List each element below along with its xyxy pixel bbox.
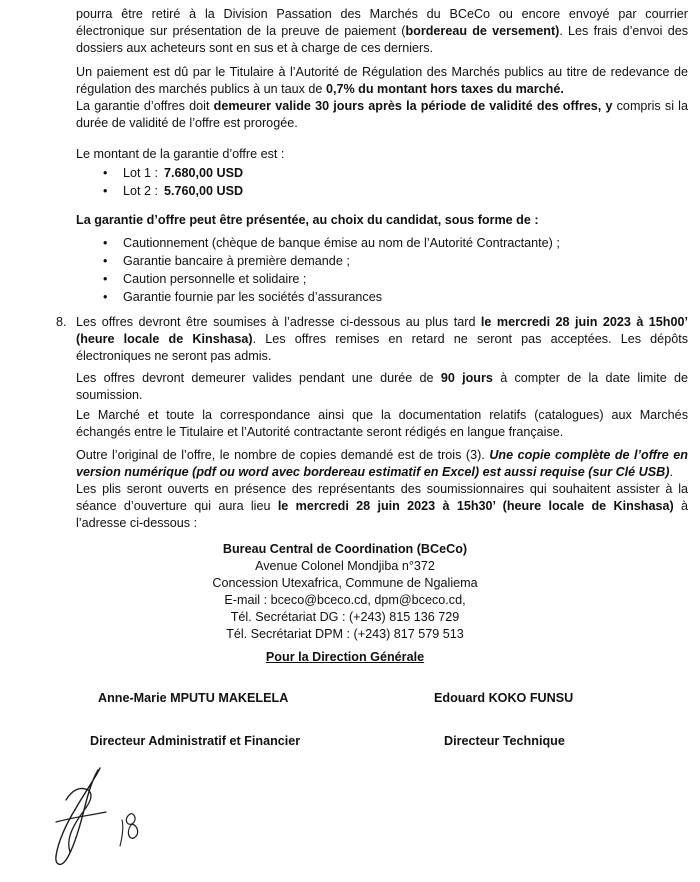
language-line: Le Marché et toute la correspondance ainsi que la documentation relatifs (catalogues) aux Marchés [76,408,688,422]
opening-line: Les plis seront ouverts en présence des représentants des soumissionnaires qui souhaitent assister à la [76,482,688,496]
right-signatory-title: Directeur Technique [444,734,565,748]
guarantee-form-item: • Cautionnement (chèque de banque émise au nom de l’Autorité Contractante) ; [103,234,560,252]
lot-item: • Lot 2 : 5.760,00 USD [103,182,243,200]
address-org: Bureau Central de Coordination (BCeCo) [222,542,468,556]
signoff-heading: Pour la Direction Générale [265,650,425,664]
intro-paragraph [76,6,688,57]
validity-paragraph [76,370,688,404]
copies-line: Outre l’original de l’offre, le nombre de copies demandé est de trois (3). Une copie complète de l’offre en [76,448,688,462]
guarantee-forms-heading: La garantie d’offre peut être présentée, au choix du candidat, sous forme de : [76,213,539,227]
section8-submission [76,314,688,365]
right-signatory-name: Edouard KOKO FUNSU [434,691,574,705]
address-street: Avenue Colonel Mondjiba n°372 [255,559,435,573]
intro-line: dossiers aux acheteurs sont en sus et à charge de ces derniers. [76,41,434,55]
guarantee-form-item: • Garantie bancaire à première demande ; [103,252,560,270]
guarantee-form-item: • Garantie fournie par les sociétés d’assurances [103,288,560,306]
payment-line: durée de validité de l’offre est prorogée. [76,116,298,130]
lots-list [103,164,243,200]
address-email: E-mail : bceco@bceco.cd, dpm@bceco.cd, [224,593,466,607]
section-number: 8. [56,315,67,329]
intro-line: électronique sur présentation de la preuve de paiement (bordereau de versement). Les frais d’envoi des [76,24,688,38]
payment-line: Un paiement est dû par le Titulaire à l’Autorité de Régulation des Marchés publics au titre de redevance de [76,65,688,79]
address-tel-dg: Tél. Secrétariat DG : (+243) 815 136 729 [230,610,460,624]
payment-paragraph [76,64,688,132]
intro-line: pourra être retiré à la Division Passation des Marchés du BCeCo ou encore envoyé par courrier [76,7,688,21]
guarantee-amount-intro: Le montant de la garantie d’offre est : [76,147,285,161]
validity-line: soumission. [76,388,143,402]
handwritten-signature [36,760,156,875]
submission-line: électroniques ne seront pas admis. [76,349,272,363]
opening-line: l’adresse ci-dessous : [76,516,198,530]
address-area: Concession Utexafrica, Commune de Ngaliema [212,576,478,590]
guarantee-forms-list [103,234,560,306]
validity-line: Les offres devront demeurer valides pendant une durée de 90 jours à compter de la date limite de [76,371,689,385]
copies-paragraph [76,447,688,532]
address-tel-dpm: Tél. Secrétariat DPM : (+243) 817 579 513 [226,627,464,641]
opening-line: séance d’ouverture qui aura lieu le mercredi 28 juin 2023 à 15h30’ (heure locale de Kinshasa) à [76,499,688,513]
payment-line: La garantie d’offres doit demeurer valide 30 jours après la période de validité des offres, y compris si la [76,99,688,113]
language-paragraph [76,407,688,441]
guarantee-form-item: • Caution personnelle et solidaire ; [103,270,560,288]
address-block [200,541,490,643]
language-line: échangés entre le Titulaire et l’Autorité contractante seront rédigés en langue française. [76,425,564,439]
left-signatory-title: Directeur Administratif et Financier [90,734,301,748]
left-signatory-name: Anne-Marie MPUTU MAKELELA [98,691,289,705]
submission-line: Les offres devront être soumises à l’adresse ci-dessous au plus tard le mercredi 28 juin 2023 à 15h00’ [76,315,688,329]
submission-line: (heure locale de Kinshasa). Les offres remises en retard ne seront pas acceptées. Les dépôts [76,332,688,346]
copies-line: version numérique (pdf ou word avec bordereau estimatif en Excel) est aussi requise (sur Clé USB). [76,465,673,479]
payment-line: régulation des marchés publics à un taux de 0,7% du montant hors taxes du marché. [76,82,564,96]
lot-item: • Lot 1 : 7.680,00 USD [103,164,243,182]
